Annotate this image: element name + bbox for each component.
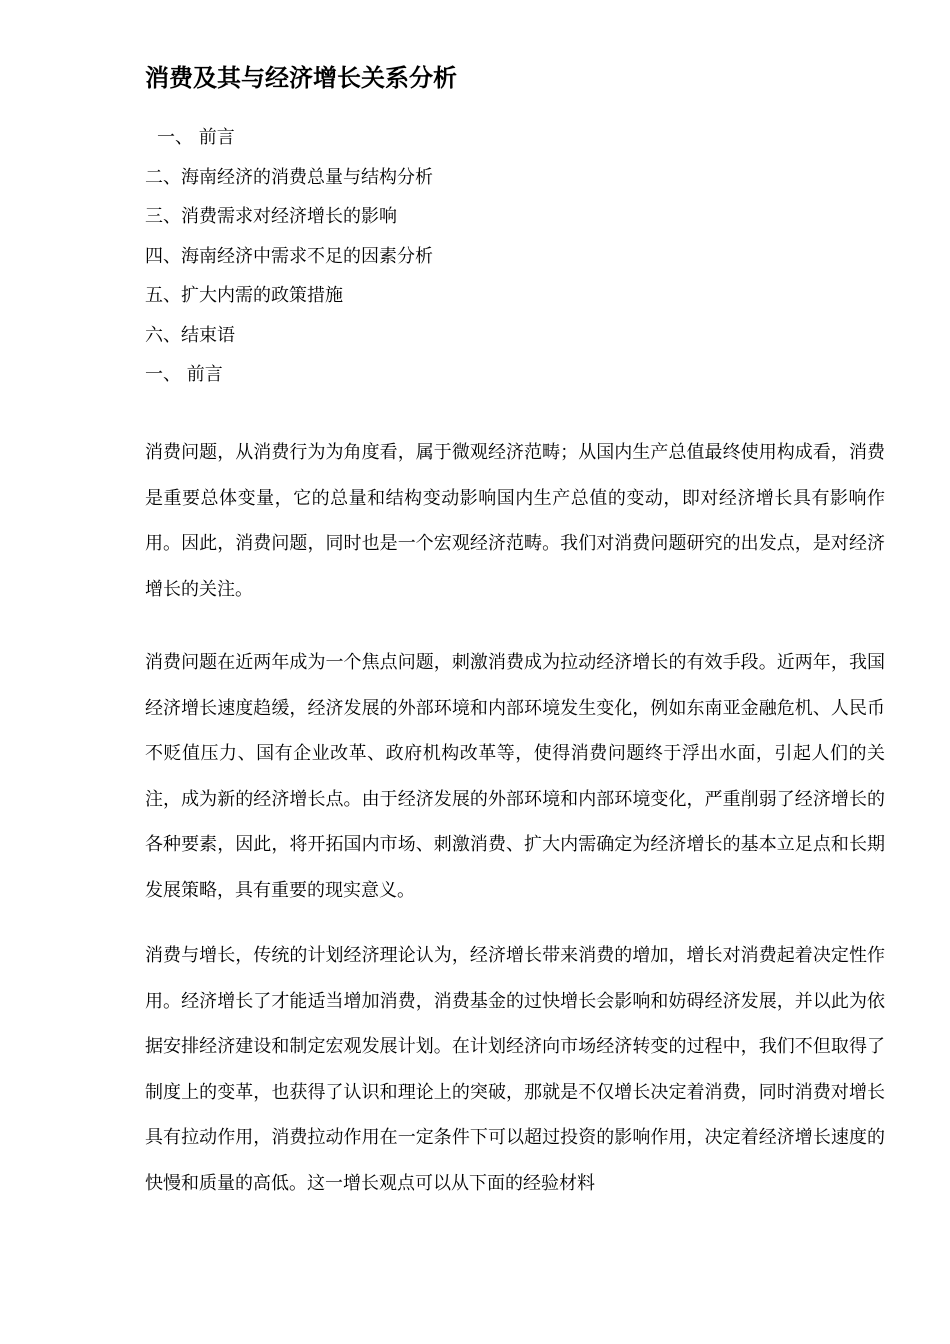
section-heading: 一、 前言 — [145, 364, 223, 385]
toc-item-demand-impact: 三、消费需求对经济增长的影响 — [145, 206, 397, 228]
body-paragraph: 消费问题，从消费行为为角度看，属于微观经济范畴；从国内生产总值最终使用构成看，消费是重要总体变量，它的总量和结构变动影响国内生产总值的变动，即对经济增长具有影响作用。因此，消费问题，同时也是一个宏观经济范畴。我们对消费问题研究的出发点，是对经济增长的关注。 — [145, 442, 885, 600]
toc-item-preface: 一、 前言 — [157, 127, 235, 148]
toc-item-insufficient-demand: 四、海南经济中需求不足的因素分析 — [145, 245, 433, 267]
table-of-contents — [145, 118, 433, 356]
body-paragraph: 消费与增长，传统的计划经济理论认为，经济增长带来消费的增加，增长对消费起着决定性作用。经济增长了才能适当增加消费，消费基金的过快增长会影响和妨碍经济发展，并以此为依据安排经济建设和制定宏观发展计划。在计划经济向市场经济转变的过程中，我们不但取得了制度上的变革，也获得了认识和理论上的突破，那就是不仅增长决定着消费，同时消费对增长具有拉动作用，消费拉动作用在一定条件下可以超过投资的影响作用，决定着经济增长速度的快慢和质量的高低。这一增长观点可以从下面的经验材料 — [145, 945, 885, 1194]
toc-item-conclusion: 六、结束语 — [145, 324, 235, 346]
document-title: 消费及其与经济增长关系分析 — [145, 64, 457, 92]
toc-item-policy-measures: 五、扩大内需的政策措施 — [145, 285, 343, 307]
toc-item-consumption-structure: 二、海南经济的消费总量与结构分析 — [145, 166, 433, 188]
body-paragraph: 消费问题在近两年成为一个焦点问题，刺激消费成为拉动经济增长的有效手段。近两年，我国经济增长速度趋缓，经济发展的外部环境和内部环境发生变化，例如东南亚金融危机、人民币不贬值压力、国有企业改革、政府机构改革等，使得消费问题终于浮出水面，引起人们的关注，成为新的经济增长点。由于经济发展的外部环境和内部环境变化，严重削弱了经济增长的各种要素，因此，将开拓国内市场、刺激消费、扩大内需确定为经济增长的基本立足点和长期发展策略，具有重要的现实意义。 — [145, 652, 885, 901]
